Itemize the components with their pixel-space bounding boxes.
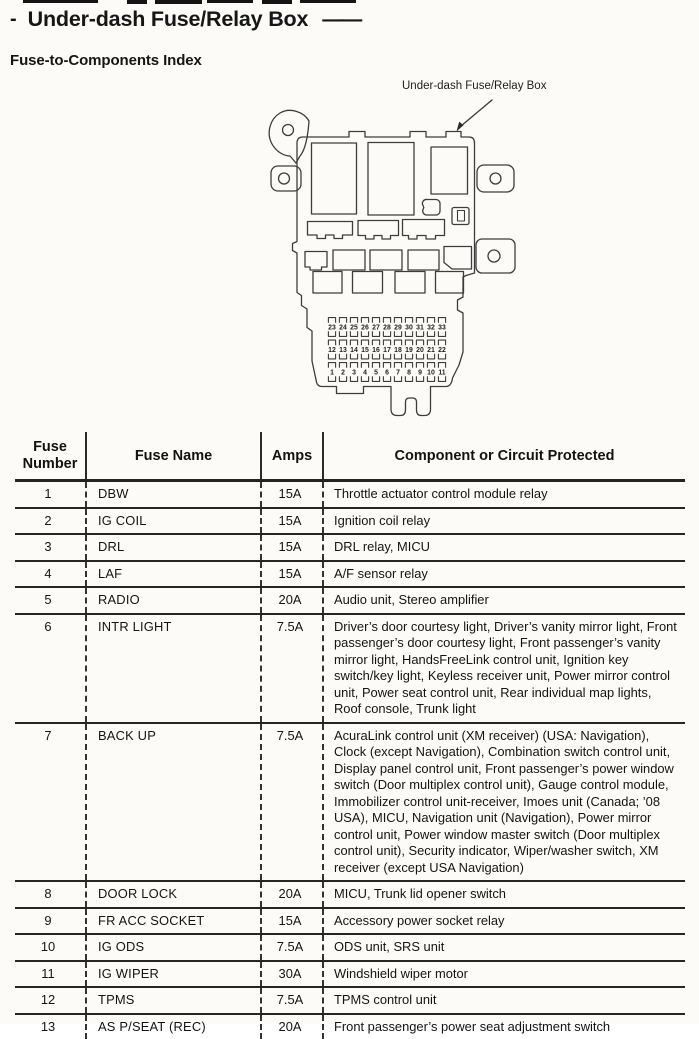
fuse-slot-bracket — [416, 363, 423, 368]
fuse-slot-number: 32 — [427, 324, 435, 331]
fuse-slot-bracket — [394, 363, 401, 368]
fuse-slot-bracket — [328, 331, 335, 336]
table-row — [15, 881, 685, 908]
fuse-slot-bracket — [372, 376, 379, 381]
fuse-slot-number: 18 — [394, 347, 402, 354]
fuse-slot-bracket — [328, 340, 335, 345]
table-row — [15, 508, 685, 535]
table-row — [15, 723, 685, 882]
relay-small — [370, 250, 402, 270]
fuse-number-cell: 5 — [15, 587, 86, 614]
fuse-slot-number: 22 — [438, 347, 446, 354]
table-row — [15, 561, 685, 588]
fuse-name-cell: BACK UP — [86, 723, 261, 882]
fuse-slot-bracket — [328, 376, 335, 381]
fuse-slot-number: 27 — [372, 324, 380, 331]
fuse-amps-cell: 7.5A — [261, 614, 323, 723]
diagram-callout-label: Under-dash Fuse/Relay Box — [402, 80, 546, 92]
fuse-slot-number: 9 — [418, 369, 422, 376]
fuse-slot-bracket — [361, 331, 368, 336]
fuse-slot-number: 33 — [438, 324, 446, 331]
fuse-slot-number: 12 — [328, 347, 336, 354]
fuse-number-cell: 9 — [15, 908, 86, 935]
fuse-component-cell: TPMS control unit — [323, 987, 685, 1014]
fuse-slot-bracket — [372, 331, 379, 336]
fuse-slot-bracket — [427, 363, 434, 368]
fuse-slot-bracket — [405, 318, 412, 323]
title-leading-dash: - — [10, 8, 17, 31]
table-row — [15, 481, 685, 508]
fuse-name-cell: INTR LIGHT — [86, 614, 261, 723]
fuse-component-cell: Windshield wiper motor — [323, 961, 685, 988]
fuse-component-cell: ODS unit, SRS unit — [323, 934, 685, 961]
relay-medium-top-right — [431, 147, 468, 194]
fuse-component-cell: DRL relay, MICU — [323, 534, 685, 561]
fuse-slot-bracket — [383, 376, 390, 381]
fuse-slot-number: 15 — [361, 347, 369, 354]
fuse-number-cell: 8 — [15, 881, 86, 908]
fuse-slot-bracket — [416, 376, 423, 381]
table-row — [15, 987, 685, 1014]
relay-small — [333, 250, 365, 270]
fuse-slot-number: 3 — [352, 369, 356, 376]
fuse-amps-cell: 7.5A — [261, 987, 323, 1014]
fuse-slot-bracket — [339, 363, 346, 368]
fuse-component-cell: Driver’s door courtesy light, Driver’s vanity mirror light, Front passenger’s door courtesy light, Front passenger’s vanity mirror light, HandsFreeLink control unit, Ignition key switch/key light, Keyless receiver unit, Power mirror control unit, Power seat control unit, Rear individual map lights, Roof console, Trunk light — [323, 614, 685, 723]
fuse-component-cell: Accessory power socket relay — [323, 908, 685, 935]
fuse-slot-bracket — [350, 354, 357, 359]
table-row — [15, 534, 685, 561]
fuse-amps-cell: 7.5A — [261, 934, 323, 961]
fuse-slot-bracket — [350, 318, 357, 323]
fuse-slot-bracket — [438, 331, 445, 336]
fuse-component-cell: AcuraLink control unit (XM receiver) (USA: Navigation), Clock (except Navigation), Combination switch control unit, Display panel control unit, Front passenger’s power window switch (Door multiplex control unit), Gauge control module, Immobilizer control unit-receiver, Imoes unit (Canada; ’08 USA), MICU, Navigation unit (Navigation), Power mirror control unit, Power window master switch (Door multiplex control unit), Security indicator, Wiper/washer switch, XM receiver (except USA Navigation) — [323, 723, 685, 882]
connector-3 — [403, 220, 445, 240]
table-row — [15, 961, 685, 988]
fuse-slot-bracket — [405, 363, 412, 368]
fuse-component-cell: MICU, Trunk lid opener switch — [323, 881, 685, 908]
fuse-name-cell: IG WIPER — [86, 961, 261, 988]
fuse-name-cell: DOOR LOCK — [86, 881, 261, 908]
fuse-slot-bracket — [350, 340, 357, 345]
fuse-name-cell: AS P/SEAT (REC) — [86, 1014, 261, 1039]
fuse-name-cell: FR ACC SOCKET — [86, 908, 261, 935]
fuse-slot-number: 13 — [339, 347, 347, 354]
fuse-amps-cell: 20A — [261, 1014, 323, 1039]
fuse-component-cell: Ignition coil relay — [323, 508, 685, 535]
fuse-slot-number: 24 — [339, 324, 347, 331]
fuse-amps-cell: 20A — [261, 587, 323, 614]
fuse-number-cell: 13 — [15, 1014, 86, 1039]
page-title: Under-dash Fuse/Relay Box — [28, 7, 309, 32]
connector-1 — [308, 222, 353, 239]
fuse-slot-number: 7 — [396, 369, 400, 376]
table-row — [15, 1014, 685, 1039]
mounting-hole — [490, 173, 501, 184]
fuse-number-cell: 1 — [15, 481, 86, 508]
fuse-slot-bracket — [339, 376, 346, 381]
fuse-slot-number: 17 — [383, 347, 391, 354]
col-header-amps: Amps — [261, 432, 323, 481]
fuse-slot-bracket — [394, 376, 401, 381]
fuse-slot-number: 4 — [363, 369, 367, 376]
fuse-slot-bracket — [383, 318, 390, 323]
fuse-name-cell: RADIO — [86, 587, 261, 614]
fuse-amps-cell: 15A — [261, 908, 323, 935]
fuse-component-cell: Front passenger’s power seat adjustment switch — [323, 1014, 685, 1039]
fuse-number-cell: 10 — [15, 934, 86, 961]
relay-small — [408, 250, 439, 270]
fuse-amps-cell: 7.5A — [261, 723, 323, 882]
fuse-slot-bracket — [427, 354, 434, 359]
fuse-component-cell: A/F sensor relay — [323, 561, 685, 588]
fuse-slot-number: 8 — [407, 369, 411, 376]
fuse-slot-bracket — [350, 376, 357, 381]
fuse-amps-cell: 15A — [261, 508, 323, 535]
fuse-slot-bracket — [438, 318, 445, 323]
fuse-slot-number: 26 — [361, 324, 369, 331]
fuse-slot-number: 5 — [374, 369, 378, 376]
fuse-component-cell: Throttle actuator control module relay — [323, 481, 685, 508]
fuse-slot-bracket — [372, 354, 379, 359]
fuse-name-cell: LAF — [86, 561, 261, 588]
fuse-slot-bracket — [339, 354, 346, 359]
fuse-number-cell: 6 — [15, 614, 86, 723]
fuse-slot-number: 16 — [372, 347, 380, 354]
callout-arrow-head — [457, 122, 464, 132]
fuse-slot-bracket — [416, 331, 423, 336]
fuse-name-cell: DRL — [86, 534, 261, 561]
fuse-grid — [328, 318, 446, 382]
relay-large-1 — [312, 143, 357, 214]
fuse-slot-number: 30 — [405, 324, 413, 331]
fuse-number-cell: 7 — [15, 723, 86, 882]
relay-small — [313, 272, 342, 294]
fuse-slot-bracket — [394, 354, 401, 359]
fuse-slot-bracket — [361, 318, 368, 323]
fuse-slot-bracket — [339, 340, 346, 345]
fuse-slot-number: 10 — [427, 369, 435, 376]
fuse-number-cell: 4 — [15, 561, 86, 588]
relay-small-chamfer — [444, 247, 472, 270]
fuse-slot-bracket — [438, 363, 445, 368]
fuse-slot-bracket — [405, 340, 412, 345]
fuse-slot-bracket — [405, 331, 412, 336]
fuse-slot-bracket — [427, 340, 434, 345]
fuse-slot-number: 25 — [350, 324, 358, 331]
fuse-name-cell: TPMS — [86, 987, 261, 1014]
component-socket-inner — [458, 211, 465, 222]
fuse-slot-bracket — [427, 331, 434, 336]
table-header-row — [15, 432, 685, 481]
fuse-number-cell: 12 — [15, 987, 86, 1014]
fuse-slot-bracket — [394, 331, 401, 336]
fuse-slot-bracket — [328, 354, 335, 359]
fuse-slot-number: 2 — [341, 369, 345, 376]
fuse-amps-cell: 30A — [261, 961, 323, 988]
fuse-slot-bracket — [394, 318, 401, 323]
fuse-slot-bracket — [383, 331, 390, 336]
fuse-slot-bracket — [361, 354, 368, 359]
fuse-slot-bracket — [350, 331, 357, 336]
fuse-box-diagram — [0, 0, 699, 432]
fuse-slot-bracket — [328, 318, 335, 323]
fuse-number-cell: 11 — [15, 961, 86, 988]
fuse-slot-bracket — [383, 363, 390, 368]
fuse-slot-bracket — [416, 340, 423, 345]
fuse-slot-bracket — [405, 354, 412, 359]
col-header-fuse-number: Fuse Number — [15, 432, 86, 481]
fuse-slot-bracket — [383, 354, 390, 359]
fuse-slot-bracket — [438, 354, 445, 359]
fuse-amps-cell: 15A — [261, 561, 323, 588]
fuse-name-cell: IG ODS — [86, 934, 261, 961]
component-blob — [422, 199, 440, 215]
fuse-slot-bracket — [416, 318, 423, 323]
relay-small — [436, 272, 464, 294]
fuse-slot-number: 20 — [416, 347, 424, 354]
fuse-slot-bracket — [361, 376, 368, 381]
fuse-slot-bracket — [427, 376, 434, 381]
mounting-tab-lower-right — [476, 239, 515, 273]
fuse-slot-bracket — [350, 363, 357, 368]
relay-small — [353, 272, 383, 294]
fuse-name-cell: DBW — [86, 481, 261, 508]
fuse-slot-number: 28 — [383, 324, 391, 331]
fuse-amps-cell: 15A — [261, 534, 323, 561]
relay-small-hat — [305, 252, 327, 271]
fuse-component-cell: Audio unit, Stereo amplifier — [323, 587, 685, 614]
fuse-slot-number: 31 — [416, 324, 424, 331]
fuse-slot-bracket — [372, 363, 379, 368]
table-row — [15, 587, 685, 614]
callout-arrow-line — [461, 100, 492, 126]
fuse-slot-number: 21 — [427, 347, 435, 354]
table-row — [15, 934, 685, 961]
col-header-component: Component or Circuit Protected — [323, 432, 685, 481]
relay-large-2 — [368, 143, 414, 216]
fuse-table — [15, 432, 685, 1039]
fuse-slot-bracket — [339, 331, 346, 336]
mounting-hole — [283, 125, 294, 136]
fuse-slot-bracket — [405, 376, 412, 381]
fuse-slot-bracket — [339, 318, 346, 323]
fuse-slot-number: 11 — [438, 369, 445, 376]
fuse-slot-bracket — [328, 363, 335, 368]
mounting-tab-right — [477, 165, 514, 192]
fuse-name-cell: IG COIL — [86, 508, 261, 535]
title-trailing-dash: —— — [322, 8, 360, 32]
fuse-table-body — [15, 481, 685, 1039]
fuse-box-outline — [293, 132, 475, 416]
mounting-hole — [279, 173, 290, 184]
fuse-slot-bracket — [372, 318, 379, 323]
fuse-slot-bracket — [427, 318, 434, 323]
connector-2 — [358, 221, 399, 240]
col-header-fuse-name: Fuse Name — [86, 432, 261, 481]
mounting-hole — [488, 250, 500, 262]
table-row — [15, 908, 685, 935]
fuse-slot-number: 23 — [328, 324, 336, 331]
fuse-amps-cell: 15A — [261, 481, 323, 508]
fuse-slot-bracket — [372, 340, 379, 345]
fuse-slot-bracket — [361, 363, 368, 368]
fuse-slot-number: 6 — [385, 369, 389, 376]
fuse-amps-cell: 20A — [261, 881, 323, 908]
fuse-number-cell: 2 — [15, 508, 86, 535]
fuse-slot-bracket — [416, 354, 423, 359]
fuse-slot-bracket — [383, 340, 390, 345]
fuse-slot-number: 19 — [405, 347, 413, 354]
section-subtitle: Fuse-to-Components Index — [10, 52, 202, 69]
fuse-slot-bracket — [394, 340, 401, 345]
fuse-slot-bracket — [438, 376, 445, 381]
fuse-slot-number: 1 — [330, 369, 334, 376]
fuse-slot-bracket — [361, 340, 368, 345]
fuse-number-cell: 3 — [15, 534, 86, 561]
fuse-slot-number: 29 — [394, 324, 402, 331]
fuse-slot-bracket — [438, 340, 445, 345]
table-row — [15, 614, 685, 723]
relay-small — [395, 272, 425, 294]
fuse-slot-number: 14 — [350, 347, 358, 354]
